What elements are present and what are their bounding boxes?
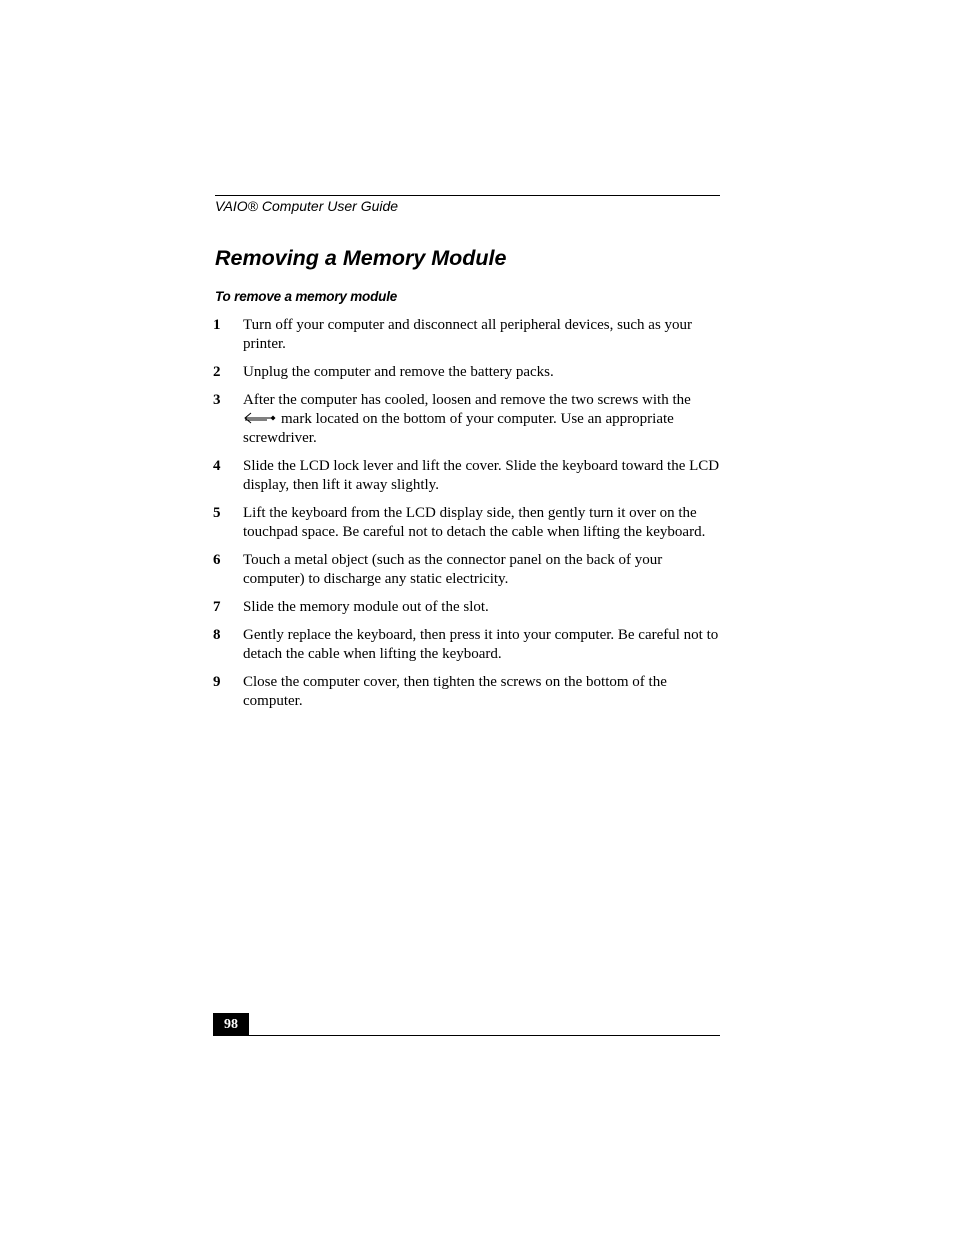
step-item [213,363,723,382]
step-text: Unplug the computer and remove the battery packs. [243,364,554,380]
step-text-part: mark located on the bottom of your computer. Use an appropriate screwdriver. [243,411,674,446]
step-number: 4 [213,458,221,474]
footer-rule [213,1035,720,1036]
section-title: Removing a Memory Module [215,246,507,270]
step-item [213,598,723,617]
running-header: VAIO® Computer User Guide [215,198,399,214]
step-number: 1 [213,317,221,333]
step-item [213,551,723,589]
step-text [243,391,723,448]
step-text: Slide the LCD lock lever and lift the cover. Slide the keyboard toward the LCD display, then lift it away slightly. [243,458,720,493]
step-item [213,316,723,354]
screw-mark-icon [243,411,277,425]
step-text: Touch a metal object (such as the connector panel on the back of your computer) to discharge any static electricity. [243,552,663,587]
step-item [213,626,723,664]
step-text: Lift the keyboard from the LCD display side, then gently turn it over on the touchpad space. Be careful not to detach the cable when lifting the keyboard. [243,505,706,540]
step-text: Gently replace the keyboard, then press it into your computer. Be careful not to detach the cable when lifting the keyboard. [243,627,719,662]
step-item [213,504,723,542]
step-text: Close the computer cover, then tighten the screws on the bottom of the computer. [243,674,667,709]
step-number: 7 [213,599,221,615]
step-list [213,316,723,711]
procedure-title: To remove a memory module [215,289,398,304]
step-item [213,673,723,711]
page-number: 98 [213,1013,249,1036]
step-number: 5 [213,505,221,521]
step-number: 2 [213,364,221,380]
step-number: 9 [213,674,221,690]
step-number: 3 [213,392,221,408]
step-text: Turn off your computer and disconnect all peripheral devices, such as your printer. [243,317,693,352]
step-text-part: After the computer has cooled, loosen and remove the two screws with the [243,392,691,408]
step-number: 8 [213,627,221,643]
step-number: 6 [213,552,221,568]
step-item [213,457,723,495]
step-item [213,391,723,448]
header-rule [215,195,720,196]
step-text: Slide the memory module out of the slot. [243,599,489,615]
